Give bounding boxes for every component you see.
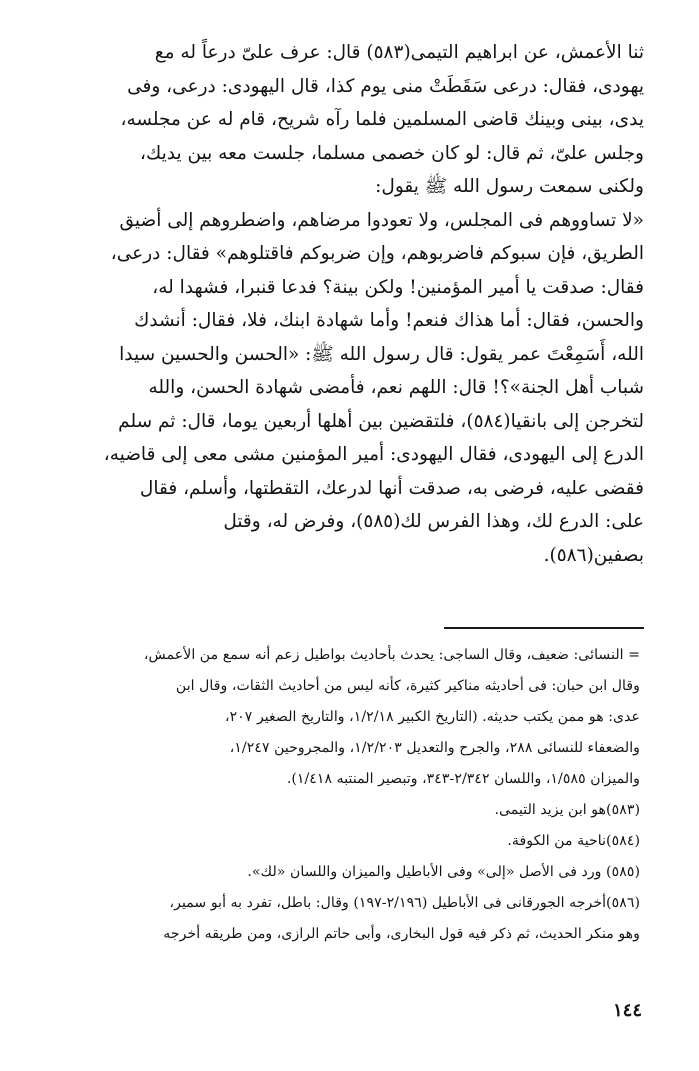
footnote-line: (٥٨٣)هو ابن يزيد التيمى. xyxy=(494,802,640,818)
footnote-line: (٥٨٤)ناحية من الكوفة. xyxy=(507,833,640,849)
footnote-line: (٥٨٥) ورد فى الأصل «إلى» وفى الأباطيل والميزان واللسان «لك». xyxy=(247,864,640,880)
text-line: فقال: صدقت يا أمير المؤمنين! ولكن بينة؟ فدعا قنبرا، فشهدا له، xyxy=(152,276,644,298)
footnote-divider xyxy=(444,627,644,629)
page-number: ١٤٤ xyxy=(612,1000,642,1021)
text-line: وجلس علىّ، ثم قال: لو كان خصمى مسلما، جلست معه بين يديك، xyxy=(140,142,644,164)
text-line: الله، أَسَمِعْتَ عمر يقول: قال رسول الله ﷺ: «الحسن والحسين سيدا xyxy=(119,343,644,365)
text-line: الدرع إلى اليهودى، فقال اليهودى: أمير المؤمنين مشى معى إلى قاضيه، xyxy=(103,444,644,465)
text-line: ثنا الأعمش، عن ابراهيم التيمى(٥٨٣) قال: عرف علىّ درعاً له مع xyxy=(154,42,644,63)
footnote-line: وهو منكر الحديث، ثم ذكر فيه قول البخارى، وأبى حاتم الرازى، ومن طريقه أخرجه xyxy=(163,926,640,942)
text-line: يدى، بينى وبينك قاضى المسلمين فلما رآه شريح، قام له عن مجلسه، xyxy=(120,109,644,130)
text-line: شباب أهل الجنة»؟! قال: اللهم نعم، فأمضى شهادة الحسن، والله xyxy=(148,377,644,398)
footnote-line: عدى: هو ممن يكتب حديثه. (التاريخ الكبير ١/٢/١٨، والتاريخ الصغير ٢٠٧، xyxy=(224,709,640,725)
text-line: «لا تساووهم فى المجلس، ولا تعودوا مرضاهم، واضطروهم إلى أضيق xyxy=(119,209,644,231)
main-text xyxy=(54,36,644,572)
text-line: فقضى عليه، فرضى به، صدقت أنها لدرعك، التقطتها، وأسلم، فقال xyxy=(139,477,644,499)
text-line: الطريق، فإن سبوكم فاضربوهم، وإن ضربوكم فاقتلوهم» فقال: درعى، xyxy=(110,243,644,264)
footnote-line: والضعفاء للنسائى ٢٨٨، والجرح والتعديل ١/٢/٢٠٣، والمجروحين ١/٢٤٧، xyxy=(229,740,640,756)
footnote-line: والميزان ١/٥٨٥، واللسان ٢/٣٤٢-٣٤٣، وتبصير المنتبه ١/٤١٨). xyxy=(286,771,640,787)
text-line: على: الدرع لك، وهذا الفرس لك(٥٨٥)، وفرض له، وقتل xyxy=(223,511,644,532)
text-line: بصفين(٥٨٦). xyxy=(543,544,644,566)
footnote-line: وقال ابن حبان: فى أحاديثه مناكير كثيرة، كأنه ليس من أحاديث الثقات، وقال ابن xyxy=(175,678,640,694)
footnotes xyxy=(30,640,640,950)
text-line: لتخرجن إلى بانقيا(٥٨٤)، فلتقضين بين أهلها أربعين يوما، قال: ثم سلم xyxy=(118,410,644,432)
footnote-line: (٥٨٦)أخرجه الجورقانى فى الأباطيل (٢/١٩٦-١٩٧) وقال: باطل، تفرد به أبو سمير، xyxy=(169,895,640,911)
text-line: ولكنى سمعت رسول الله ﷺ يقول: xyxy=(375,176,644,197)
footnote-line: = النسائى: ضعيف، وقال الساجى: يحدث بأحاديث بواطيل زعم أنه سمع من الأعمش، xyxy=(143,647,640,663)
text-line: والحسن، فقال: أما هذاك فنعم! وأما شهادة ابنك، فلا، فقال: أنشدك xyxy=(134,310,644,331)
text-line: يهودى، فقال: درعى سَقَطَتْ منى يوم كذا، قال اليهودى: درعى، وفى xyxy=(127,75,644,97)
